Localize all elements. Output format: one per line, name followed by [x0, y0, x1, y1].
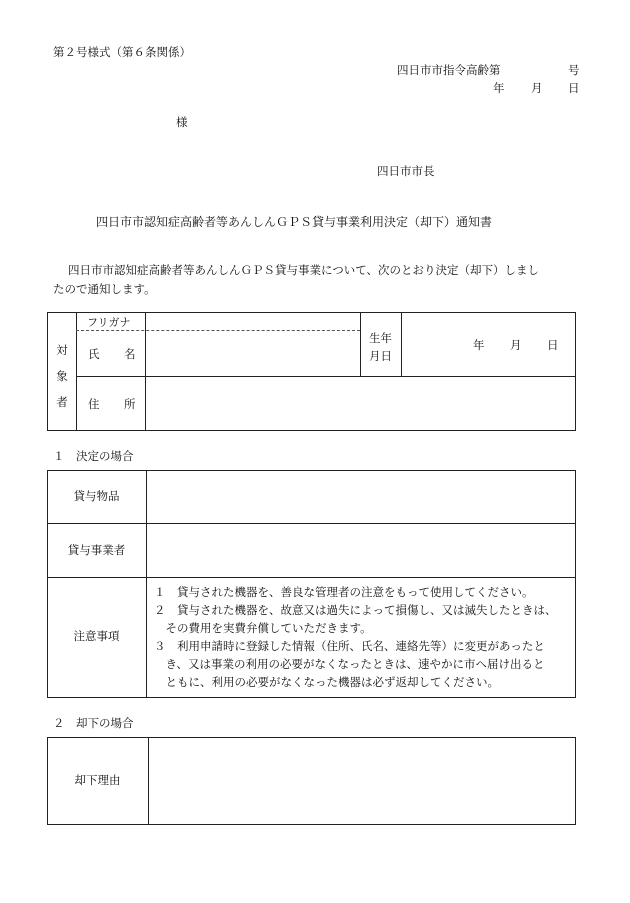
addressee-honorific: 様	[176, 115, 188, 129]
loan-operator-label: 貸与事業者	[67, 543, 126, 557]
notes-line-3: その費用を実費弁償していただきます。	[154, 621, 372, 635]
form-number: 第２号様式（第６条関係）	[53, 45, 191, 59]
birth-label-first: 生年	[369, 331, 392, 345]
issue-date-month: 月	[531, 81, 543, 95]
address-label-second: 所	[124, 397, 136, 411]
furigana-label: フリガナ	[87, 316, 131, 329]
birth-year-label: 年	[473, 338, 485, 352]
name-label-first: 氏	[88, 347, 100, 361]
document-number-prefix: 四日市市指令高齢第	[397, 63, 501, 77]
notes-line-4: ３ 利用申請時に登録した情報（住所、氏名、連絡先等）に変更があったと	[154, 639, 545, 653]
birth-month-label: 月	[510, 338, 522, 352]
issue-date-year: 年	[493, 81, 505, 95]
document-number-suffix: 号	[568, 63, 580, 77]
birth-day-label: 日	[547, 338, 559, 352]
address-label-first: 住	[88, 397, 100, 411]
notes-line-1: １ 貸与された機器を、善良な管理者の注意をもって使用してください。	[154, 585, 534, 599]
issue-date-day: 日	[568, 81, 580, 95]
intro-line-1: 四日市市認知症高齢者等あんしんＧＰＳ貸与事業について、次のとおり決定（却下）しまし	[68, 263, 540, 277]
intro-line-2: たので通知します。	[53, 282, 156, 296]
notes-line-2: ２ 貸与された機器を、故意又は過失によって損傷し、又は滅失したときは、	[154, 603, 557, 617]
target-person-label: 対象者	[56, 343, 68, 409]
notes-label: 注意事項	[73, 629, 120, 643]
notes-line-6: ともに、利用の必要がなくなった機器は必ず返却してください。	[154, 675, 499, 689]
section-approval-heading: １ 決定の場合	[53, 449, 134, 463]
birth-label-second: 月日	[369, 349, 392, 363]
page-title: 四日市市認知症高齢者等あんしんＧＰＳ貸与事業利用決定（却下）通知書	[96, 215, 493, 229]
name-label-second: 名	[124, 347, 136, 361]
section-rejection-heading: ２ 却下の場合	[53, 716, 134, 730]
notes-line-5: き、又は事業の利用の必要がなくなったときは、速やかに市へ届け出ると	[154, 657, 545, 671]
loan-item-label: 貸与物品	[73, 489, 120, 503]
rejection-reason-label: 却下理由	[74, 773, 121, 787]
sender-name: 四日市市長	[377, 164, 435, 178]
